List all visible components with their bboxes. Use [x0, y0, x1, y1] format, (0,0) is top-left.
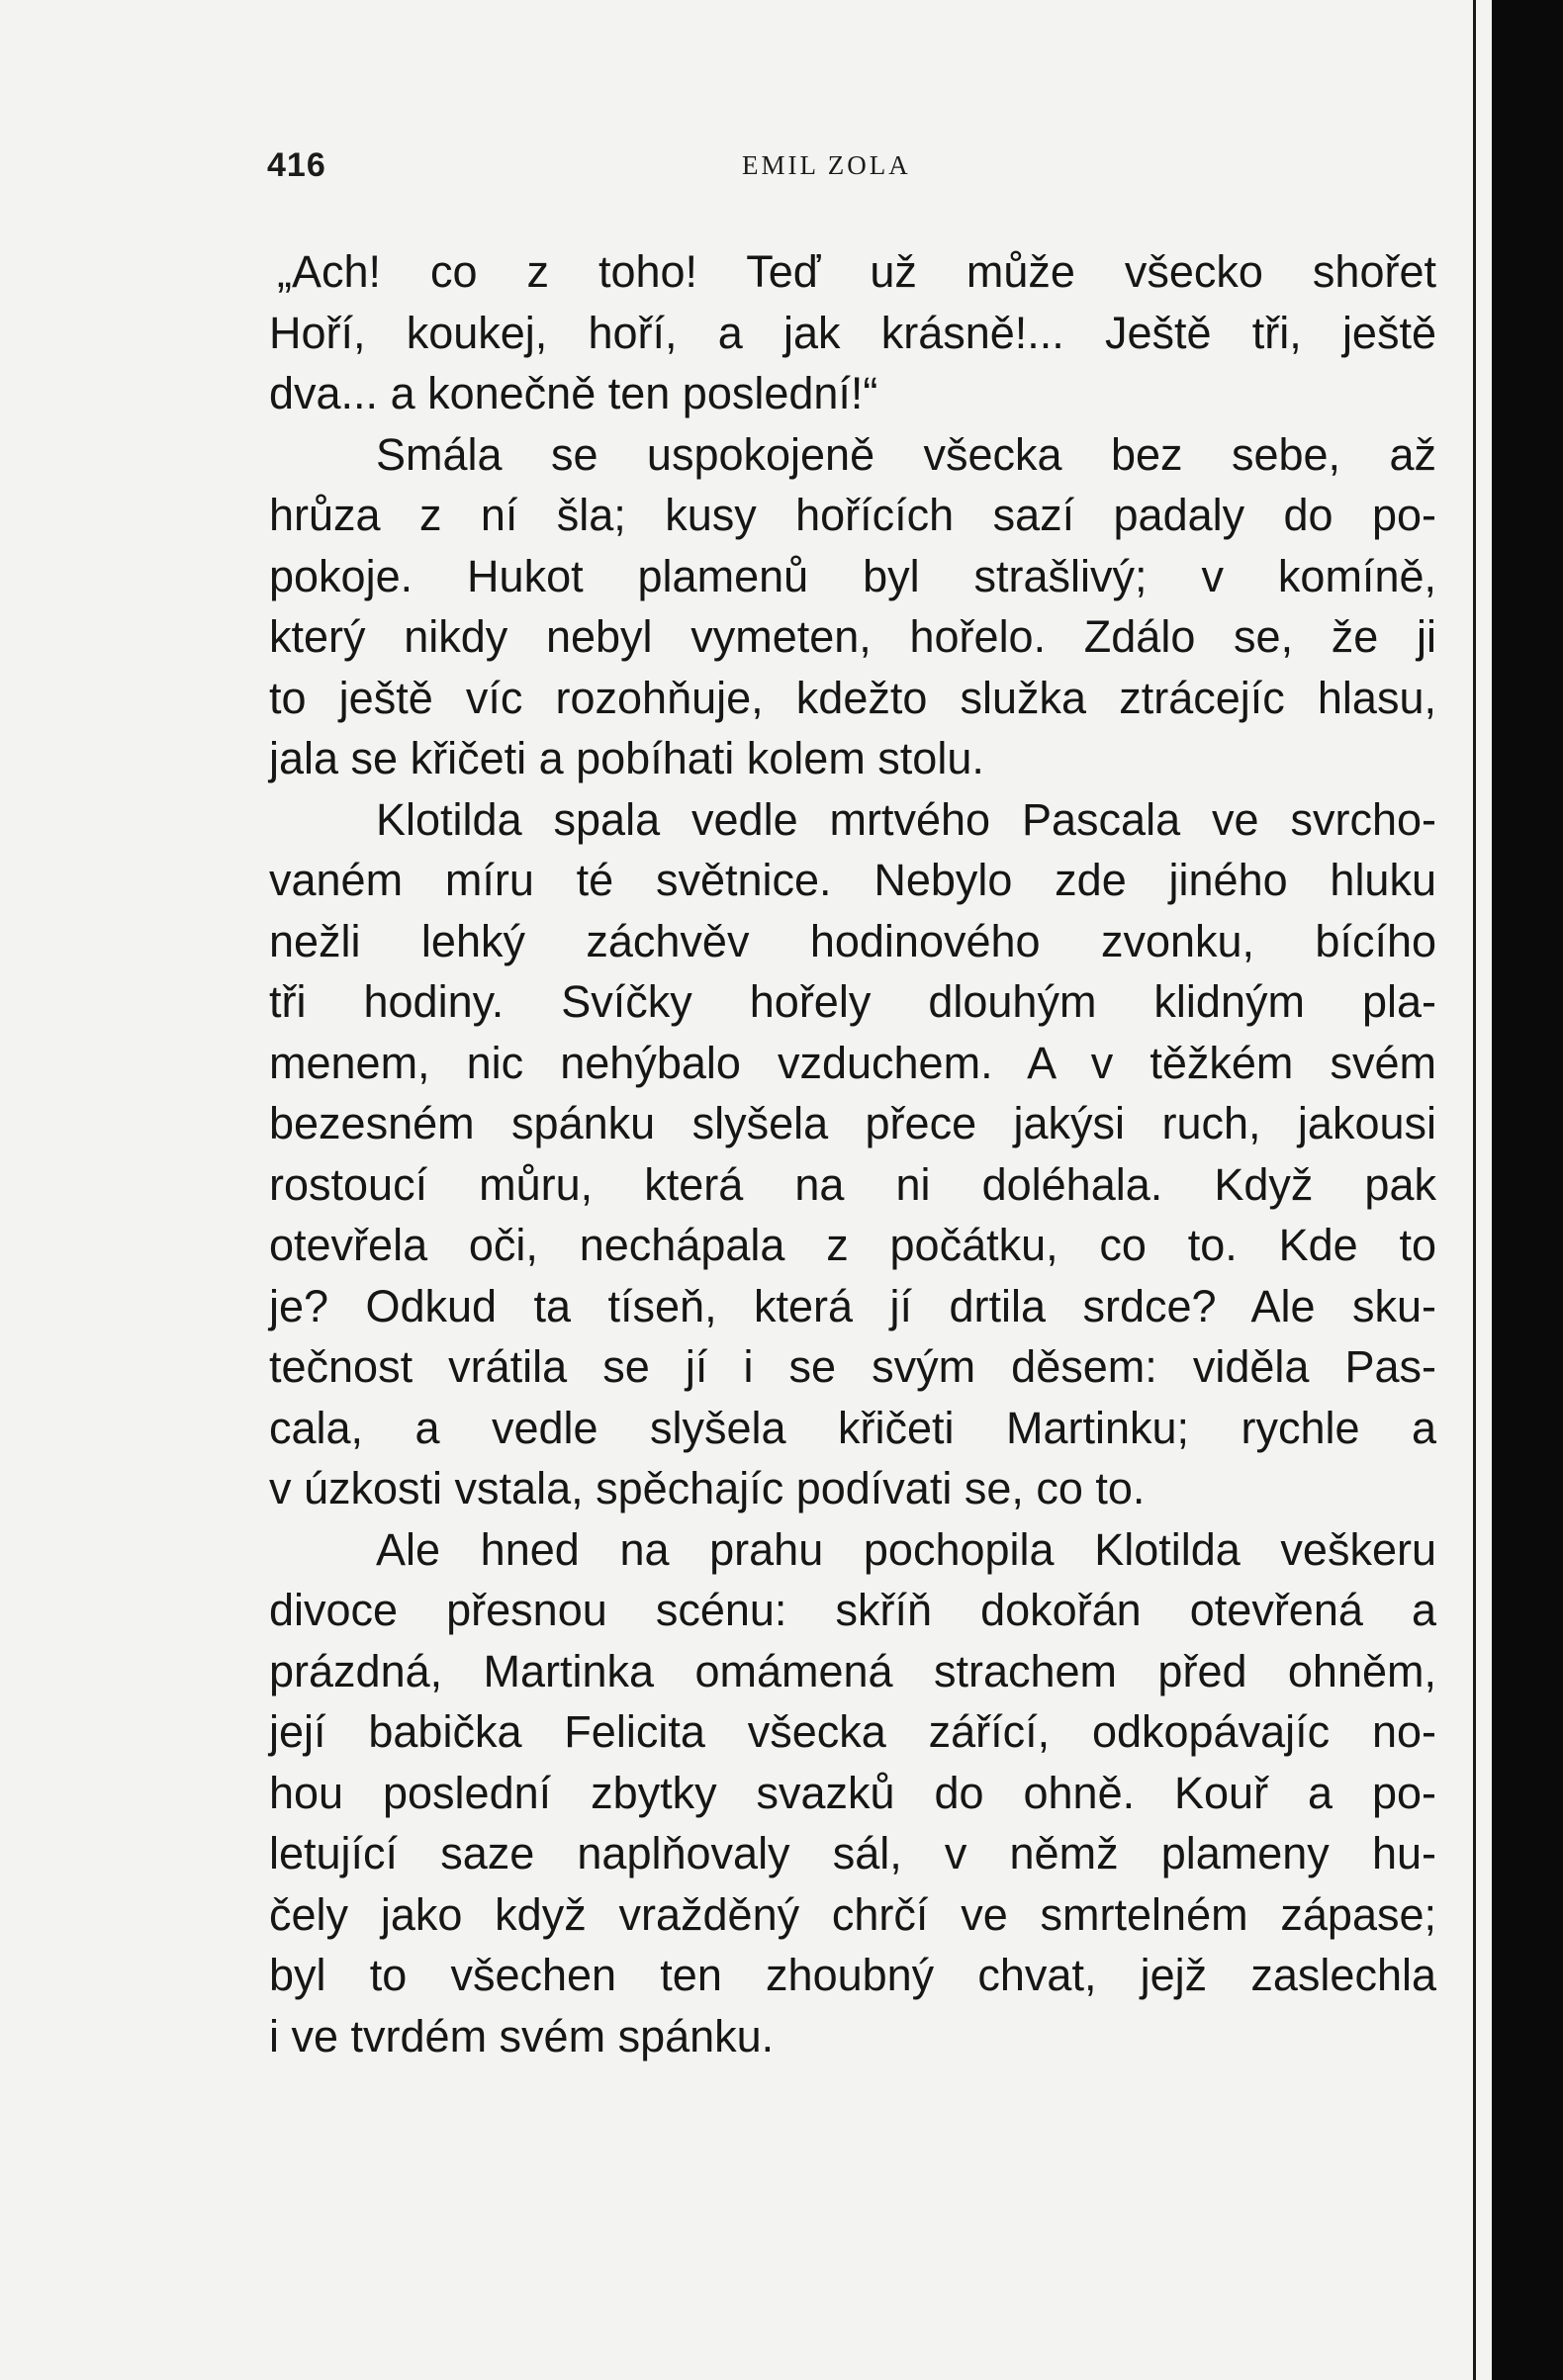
text-line: pokoje. Hukot plamenů byl strašlivý; v komíně,: [269, 550, 1436, 601]
text-line: divoce přesnou scénu: skříň dokořán otevřená a: [269, 1585, 1436, 1635]
text-line: nežli lehký záchvěv hodinového zvonku, bícího: [269, 915, 1436, 966]
text-line: čely jako když vražděný chrčí ve smrtelném zápase;: [269, 1888, 1436, 1940]
text-line: jala se křičeti a pobíhati kolem stolu.: [269, 733, 984, 783]
text-line: hrůza z ní šla; kusy hořících sazí padaly do po-: [269, 490, 1436, 540]
text-line: menem, nic nehýbalo vzduchem. A v těžkém svém: [269, 1037, 1436, 1088]
text-line: prázdná, Martinka omámená strachem před ohněm,: [269, 1645, 1436, 1696]
text-line: to ještě víc rozohňuje, kdežto služka ztrácejíc hlasu,: [269, 672, 1436, 723]
text-line: její babička Felicita všecka zářící, odkopávajíc no-: [269, 1706, 1436, 1757]
text-line: Ale hned na prahu pochopila Klotilda veškeru: [376, 1523, 1436, 1575]
text-line: který nikdy nebyl vymeten, hořelo. Zdálo se, že ji: [269, 611, 1436, 662]
scan-edge-line: [1473, 0, 1476, 2380]
text-line: cala, a vedle slyšela křičeti Martinku; rychle a: [269, 1402, 1436, 1453]
text-line: bezesném spánku slyšela přece jakýsi ruch, jakousi: [269, 1098, 1436, 1148]
running-head: EMIL ZOLA: [742, 150, 911, 180]
text-line: rostoucí můru, která na ni doléhala. Když pak: [269, 1158, 1436, 1210]
text-line: tři hodiny. Svíčky hořely dlouhým klidným pla-: [269, 976, 1436, 1027]
text-line: dva... a konečně ten poslední!“: [269, 368, 878, 418]
page-header: [267, 146, 1405, 186]
page-number: 416: [267, 146, 326, 184]
text-line: i ve tvrdém svém spánku.: [269, 2010, 775, 2061]
text-line: Smála se uspokojeně všecka bez sebe, až: [376, 428, 1436, 480]
body-text: [269, 241, 1436, 2066]
text-line: „Ach! co z toho! Teď už může všecko shořet: [277, 246, 1436, 297]
text-line: otevřela oči, nechápala z počátku, co to. Kde to: [269, 1220, 1436, 1270]
text-line: hou poslední zbytky svazků do ohně. Kouř a po-: [269, 1767, 1436, 1818]
text-line: letující saze naplňovaly sál, v němž plameny hu-: [269, 1828, 1436, 1878]
text-line: v úzkosti vstala, spěchajíc podívati se, co to.: [269, 1463, 1146, 1513]
scan-border: [1492, 0, 1563, 2380]
text-line: byl to všechen ten zhoubný chvat, jejž zaslechla: [269, 1950, 1436, 2000]
text-line: Hoří, koukej, hoří, a jak krásně!... Ještě tři, ještě: [269, 307, 1436, 358]
text-line: je? Odkud ta tíseň, která jí drtila srdce? Ale sku-: [269, 1280, 1436, 1331]
text-line: vaném míru té světnice. Nebylo zde jiného hluku: [269, 855, 1436, 905]
text-line: tečnost vrátila se jí i se svým děsem: viděla Pas-: [269, 1341, 1436, 1392]
text-line: Klotilda spala vedle mrtvého Pascala ve svrcho-: [376, 793, 1436, 845]
